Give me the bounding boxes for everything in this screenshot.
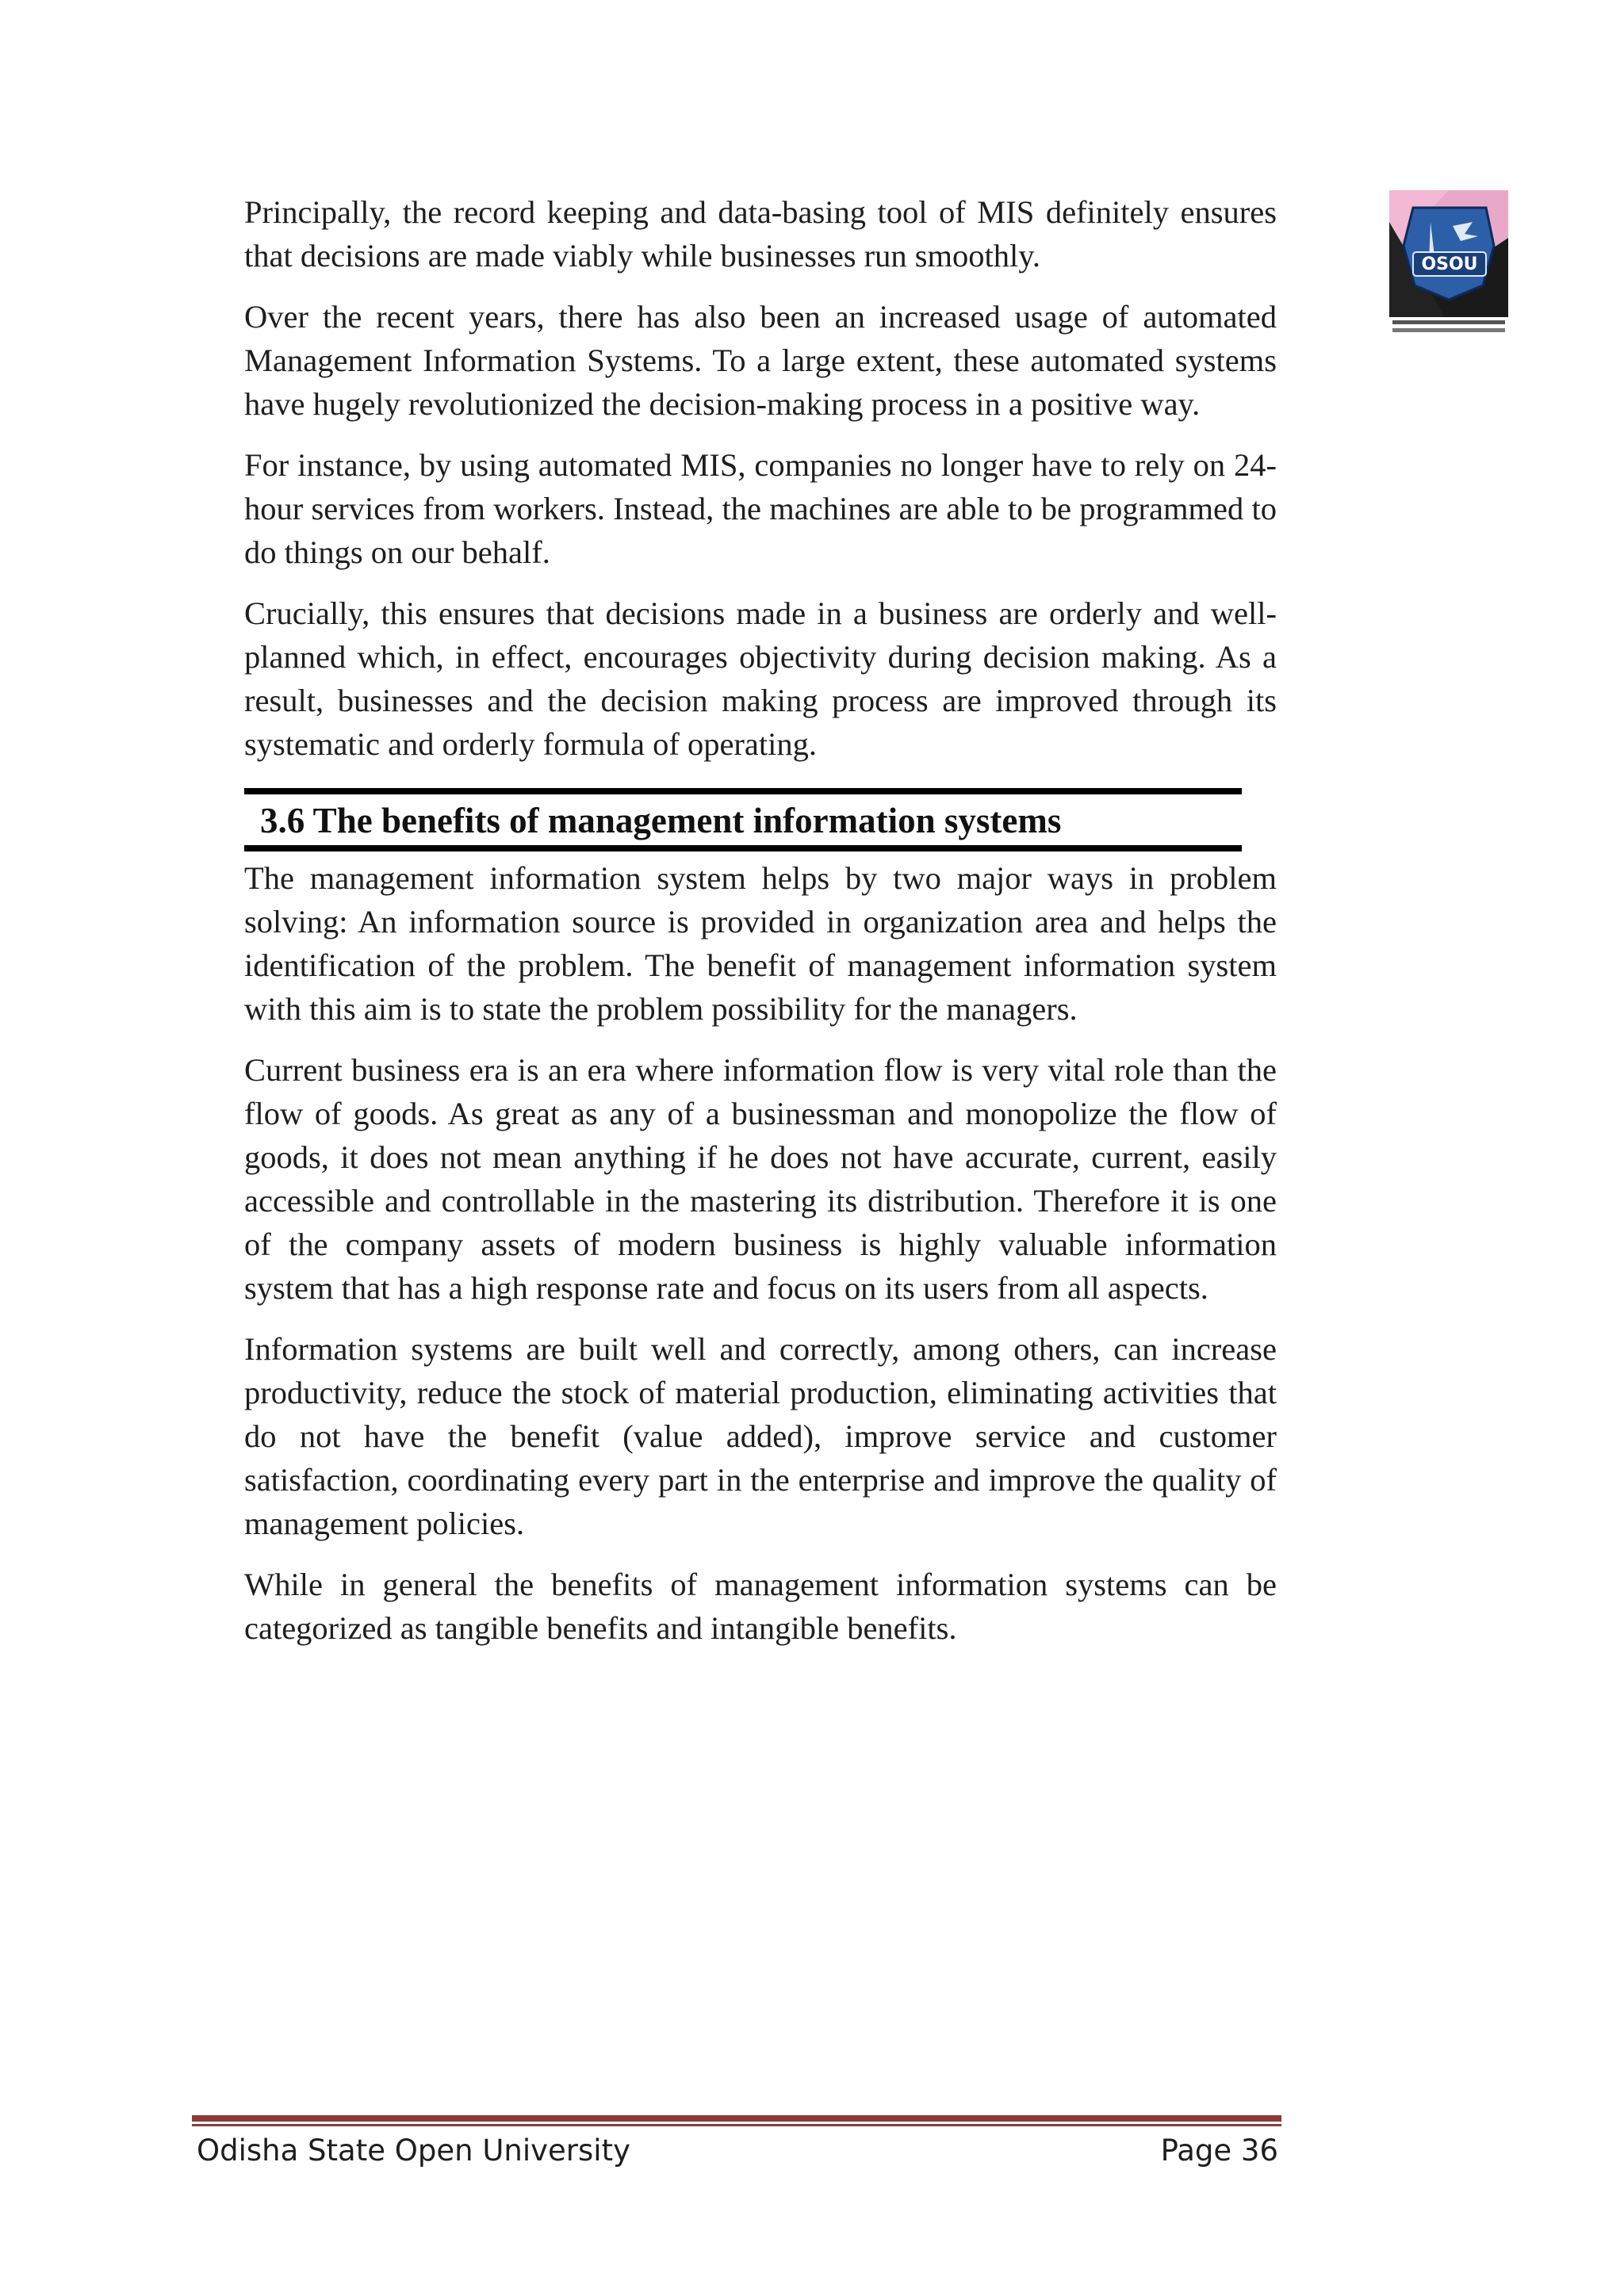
footer-institution: Odisha State Open University <box>197 2133 630 2168</box>
logo-text: OSOU <box>1421 254 1478 274</box>
footer-divider-thin <box>192 2124 1281 2126</box>
body-paragraph: The management information system helps by two major ways in problem solving: An information source is provided in organization area and helps the identification of the problem. The benefit of management information system with this aim is to state the problem possibility for the managers. <box>244 860 1277 1027</box>
footer-divider <box>192 2115 1281 2122</box>
page-number: Page 36 <box>1160 2133 1278 2168</box>
section-heading: 3.6 The benefits of management information systems <box>260 801 1062 840</box>
page-content <box>244 190 1277 1667</box>
body-paragraph: Current business era is an era where information flow is very vital role than the flow of goods. As great as any of a businessman and monopolize the flow of goods, it does not mean anything if he does not have accurate, current, easily accessible and controllable in the mastering its distribution. Therefore it is one of the company assets of modern business is highly valuable information system that has a high response rate and focus on its users from all aspects. <box>244 1052 1277 1306</box>
body-paragraph: While in general the benefits of management information systems can be categorized as tangible benefits and intangible benefits. <box>244 1567 1277 1646</box>
body-paragraph: Principally, the record keeping and data-basing tool of MIS definitely ensures that decisions are made viably while businesses run smoothly. <box>244 194 1277 274</box>
body-paragraph: Over the recent years, there has also been an increased usage of automated Management Information Systems. To a large extent, these automated systems have hugely revolutionized the decision-making process in a positive way. <box>244 299 1277 422</box>
body-paragraph: Crucially, this ensures that decisions made in a business are orderly and well-planned which, in effect, encourages objectivity during decision making. As a result, businesses and the decision making process are improved through its systematic and orderly formula of operating. <box>244 595 1277 762</box>
page-footer <box>197 2131 1278 2171</box>
university-logo-icon <box>1389 190 1508 336</box>
body-paragraph: Information systems are built well and correctly, among others, can increase productivity, reduce the stock of material production, eliminating activities that do not have the benefit (value added), improve service and customer satisfaction, coordinating every part in the enterprise and improve the quality of management policies. <box>244 1331 1277 1541</box>
body-paragraph: For instance, by using automated MIS, companies no longer have to rely on 24-hour services from workers. Instead, the machines are able to be programmed to do things on our behalf. <box>244 447 1277 570</box>
section-heading-box <box>244 788 1242 851</box>
